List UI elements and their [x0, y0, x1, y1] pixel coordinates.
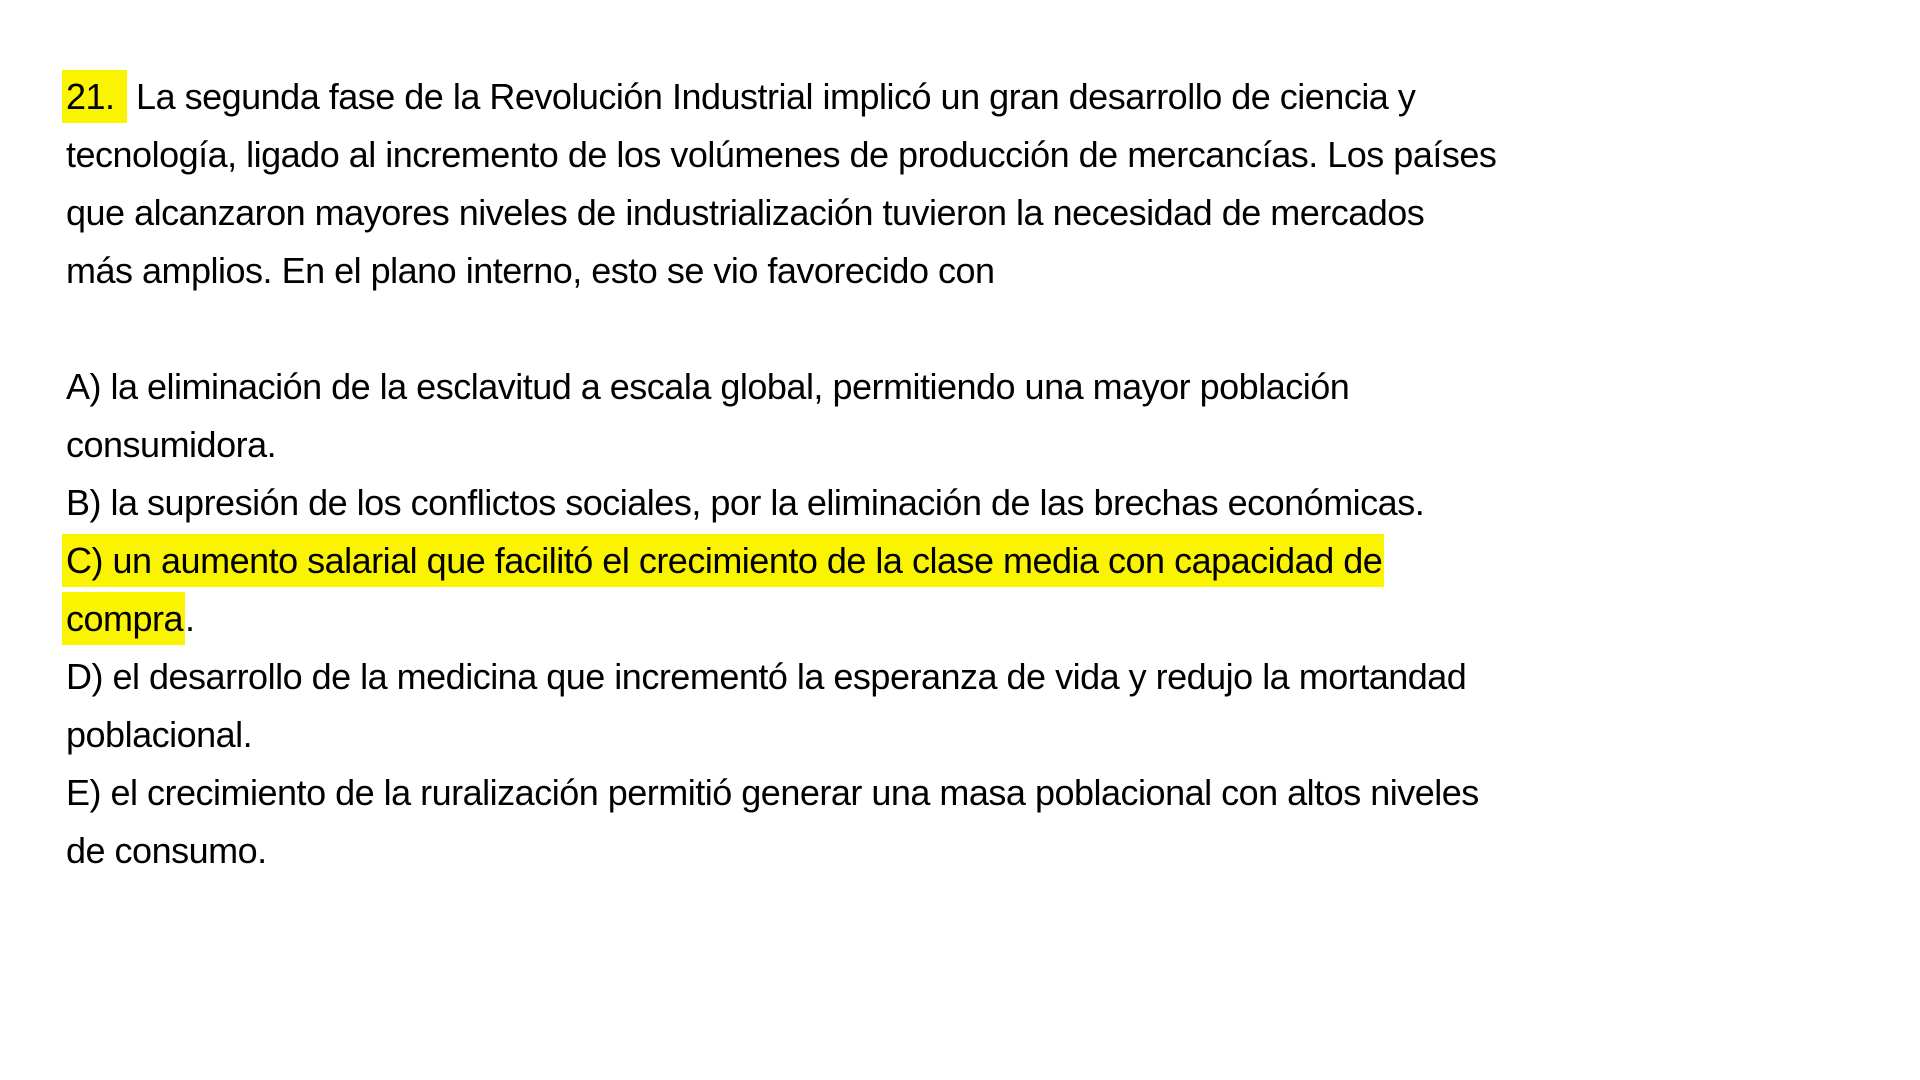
option-e-line: de consumo. [66, 830, 267, 871]
blank-line [66, 300, 1866, 358]
question-block [66, 68, 1866, 880]
option-a-line: consumidora. [66, 424, 277, 465]
option-c-highlight: C) un aumento salarial que facilitó el crecimiento de la clase media con capacidad de [62, 534, 1384, 587]
option-a-line: A) la eliminación de la esclavitud a escala global, permitiendo una mayor población [66, 366, 1350, 407]
question-stem-line: más amplios. En el plano interno, esto se vio favorecido con [66, 250, 995, 291]
option-d-line: poblacional. [66, 714, 253, 755]
question-stem-line [66, 68, 1866, 126]
option-c-period: . [185, 598, 195, 639]
question-stem-text: La segunda fase de la Revolución Industrial implicó un gran desarrollo de ciencia y [126, 76, 1416, 117]
question-stem-line: tecnología, ligado al incremento de los volúmenes de producción de mercancías. Los países [66, 134, 1497, 175]
option-b-line: B) la supresión de los conflictos sociales, por la eliminación de las brechas económicas. [66, 482, 1425, 523]
option-e-line: E) el crecimiento de la ruralización permitió generar una masa poblacional con altos niveles [66, 772, 1479, 813]
question-number-highlight: 21. [62, 70, 127, 123]
question-stem-line: que alcanzaron mayores niveles de industrialización tuvieron la necesidad de mercados [66, 192, 1425, 233]
option-d-line: D) el desarrollo de la medicina que incrementó la esperanza de vida y redujo la mortandad [66, 656, 1467, 697]
option-c-line [66, 590, 1866, 648]
option-c-highlight-word: compra [62, 592, 185, 645]
option-c-line [66, 532, 1866, 590]
